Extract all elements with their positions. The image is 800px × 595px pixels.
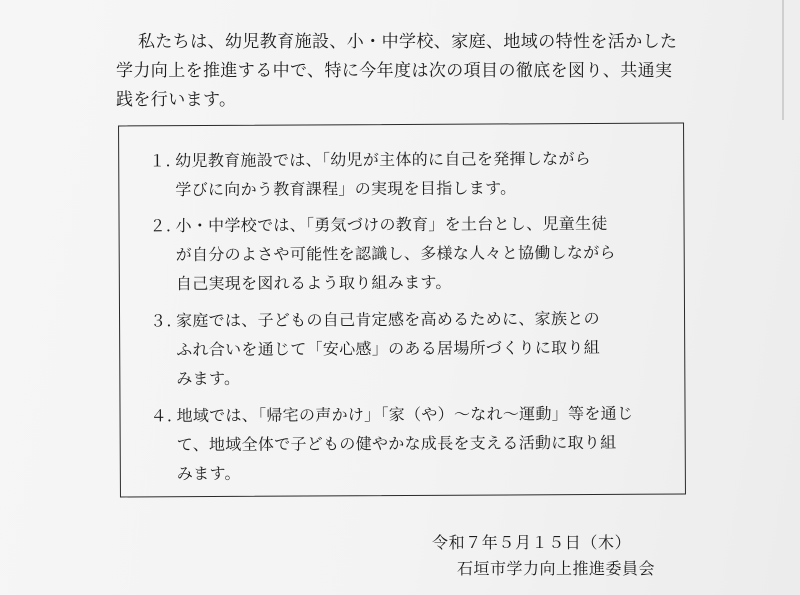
item-text: 家庭では、子どもの自己肯定感を高めるために、家族との xyxy=(176,308,600,331)
intro-line: 践を行います。 xyxy=(116,90,237,110)
item-text: て、地域全体で子どもの健やかな成長を支える活動に取り組 xyxy=(176,432,617,455)
item-text: 幼児教育施設では、「幼児が主体的に自己を発揮しながら xyxy=(175,149,592,171)
item-number: ３. xyxy=(150,311,172,331)
action-item-2 xyxy=(149,209,669,299)
item-text: みます。 xyxy=(176,463,241,484)
intro-line: 私たちは、幼児教育施設、小・中学校、家庭、地域の特性を活かした xyxy=(138,32,678,52)
organization-name: 石垣市学力向上推進委員会 xyxy=(457,559,656,578)
action-item-4 xyxy=(150,399,670,489)
action-items-box xyxy=(118,123,686,498)
action-item-3 xyxy=(150,304,670,394)
issue-date: 令和７年５月１５日（木） xyxy=(432,533,632,552)
item-text: みます。 xyxy=(176,368,241,389)
item-text: 地域では、「帰宅の声かけ」「家（や）～なれ～運動」等を通じ xyxy=(176,403,634,426)
action-item-1 xyxy=(149,144,669,205)
intro-line: 学力向上を推進する中で、特に今年度は次の項目の徹底を図り、共通実 xyxy=(116,61,673,81)
item-text: が自分のよさや可能性を認識し、多様な人々と協働しながら xyxy=(175,242,616,265)
item-number: ４. xyxy=(150,406,173,426)
item-text: ふれ合いを通じて「安心感」のある居場所づくりに取り組 xyxy=(176,337,601,360)
item-text: 自己実現を図れるよう取り組みます。 xyxy=(175,272,452,294)
intro-paragraph xyxy=(116,28,756,115)
item-number: ２. xyxy=(149,216,172,236)
paper-edge-divider xyxy=(782,0,784,120)
item-number: １. xyxy=(149,151,171,171)
item-text: 学びに向かう教育課程」の実現を目指します。 xyxy=(175,178,517,200)
item-text: 小・中学校では、「勇気づけの教育」を土台とし、児童生徒 xyxy=(175,213,608,236)
